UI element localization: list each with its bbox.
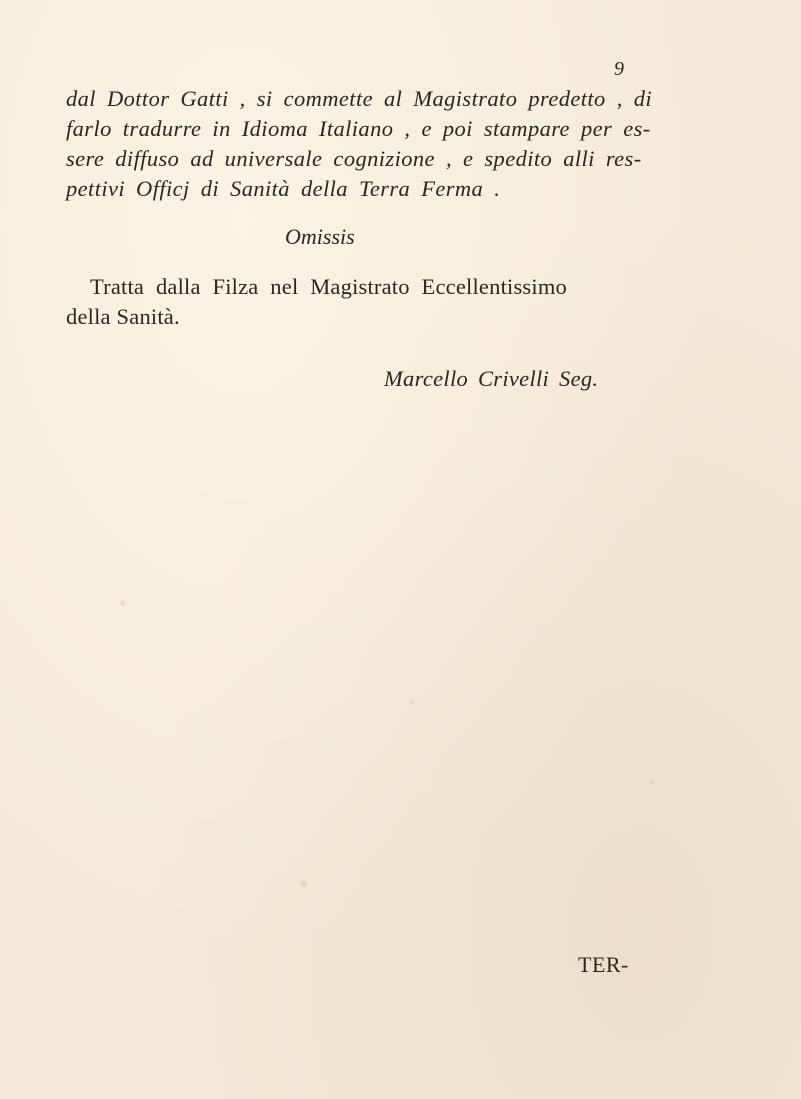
tratta-paragraph xyxy=(66,272,706,332)
foxing-spot xyxy=(650,780,654,784)
body-line: dal Dottor Gatti , si commette al Magistrato predetto , di xyxy=(66,86,653,111)
foxing-spot xyxy=(120,600,126,606)
foxing-spot xyxy=(300,880,307,887)
foxing-spot xyxy=(410,700,415,705)
body-line: farlo tradurre in Idioma Italiano , e poi stampare per es- xyxy=(66,116,651,141)
body-line: sere diffuso ad universale cognizione , e spedito alli res- xyxy=(66,146,642,171)
body-line: pettivi Officj di Sanità della Terra Ferma . xyxy=(66,176,501,201)
signature: Marcello Crivelli Seg. xyxy=(384,366,599,391)
tratta-line: della Sanità. xyxy=(66,304,180,329)
catchword: TER- xyxy=(578,952,629,977)
body-paragraph xyxy=(66,84,666,204)
page-number: 9 xyxy=(614,58,624,80)
omissis-heading: Omissis xyxy=(285,224,355,249)
tratta-line: Tratta dalla Filza nel Magistrato Eccellentissimo xyxy=(90,274,567,299)
